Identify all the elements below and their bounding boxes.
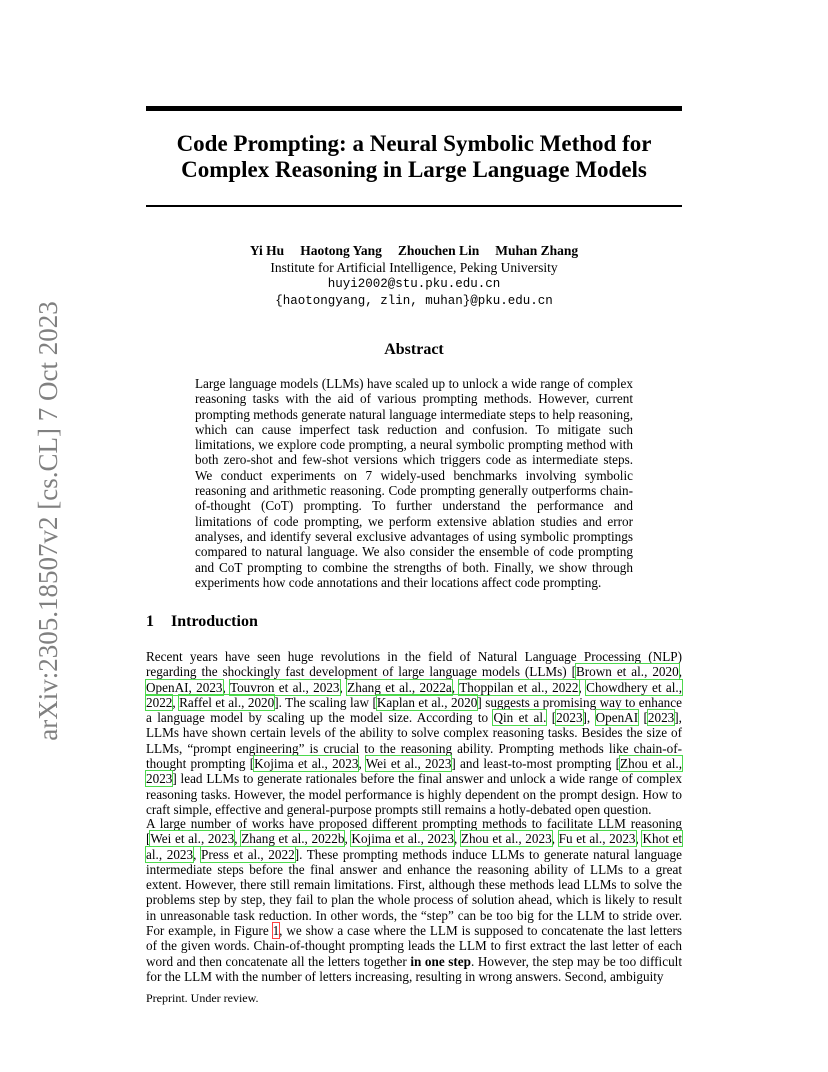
title-line-1: Code Prompting: a Neural Symbolic Method for [176, 131, 652, 156]
title-top-rule [146, 106, 682, 111]
citation-link[interactable]: Kojima et al., 2023 [351, 831, 454, 847]
title-line-2: Complex Reasoning in Large Language Models [181, 157, 647, 182]
email-group: {haotongyang, zlin, muhan}@pku.edu.cn [275, 294, 553, 308]
arxiv-identifier-stamp: arXiv:2305.18507v2 [cs.CL] 7 Oct 2023 [33, 301, 63, 741]
figure-reference-link[interactable]: 1 [272, 923, 280, 939]
paper-title [146, 131, 682, 183]
citation-link[interactable]: OpenAI [595, 710, 639, 726]
citation-link[interactable]: Wei et al., 2023 [150, 831, 235, 847]
citation-link[interactable]: Brown et al., 2020 [575, 664, 679, 680]
citation-link[interactable]: Zhang et al., 2022b [241, 831, 345, 847]
citation-link[interactable]: Qin et al. [493, 710, 547, 726]
citation-link[interactable]: Kaplan et al., 2020 [376, 694, 478, 710]
citation-link[interactable]: Zhang et al., 2022a [347, 679, 452, 695]
citation-link[interactable]: 2023 [647, 710, 675, 726]
author-block [146, 242, 682, 310]
author-name: Yi Hu [249, 243, 285, 258]
title-bottom-rule [146, 205, 682, 207]
affiliation: Institute for Artificial Intelligence, Peking University [270, 260, 558, 275]
citation-link[interactable]: Zhou et al., 2023 [460, 831, 552, 847]
author-name: Haotong Yang [300, 243, 382, 258]
email-primary: huyi2002@stu.pku.edu.cn [327, 277, 501, 291]
abstract-text: Large language models (LLMs) have scaled up to unlock a wide range of complex reasoning tasks with the aid of various prompting methods. However, current prompting methods generate natural language intermediate steps to help reasoning, which can cause imperfect task reduction and confusion. To mitigate such limitations, we explore code prompting, a neural symbolic prompting method with both zero-shot and few-shot versions which triggers code as intermediate steps. We conduct experiments on 7 widely-used benchmarks involving symbolic reasoning and arithmetic reasoning. Code prompting generally outperforms chain-of-thought (CoT) prompting. To further understand the performance and limitations of code prompting, we perform extensive ablation studies and error analyses, and identify several exclusive advantages of using symbolic promptings compared to natural language. We also consider the ensemble of code prompting and CoT prompting to combine the strengths of both. Finally, we show through experiments how code annotations and their locations affect code prompting. [195, 376, 633, 590]
citation-link[interactable]: Wei et al., 2023 [365, 756, 452, 772]
author-name: Zhouchen Lin [397, 243, 480, 258]
citation-link[interactable]: OpenAI, 2023 [146, 679, 223, 695]
citation-link[interactable]: Raffel et al., 2020 [179, 694, 275, 710]
citation-link[interactable]: Touvron et al., 2023 [229, 679, 340, 695]
emphasis-text: in one step [410, 953, 471, 969]
author-names [146, 242, 682, 259]
preprint-footnote: Preprint. Under review. [146, 991, 259, 1005]
section-heading-introduction [146, 613, 258, 631]
citation-link[interactable]: Fu et al., 2023 [558, 831, 636, 847]
section-number: 1 [146, 613, 154, 630]
citation-link[interactable]: Thoppilan et al., 2022 [459, 679, 579, 695]
author-name: Muhan Zhang [495, 243, 579, 258]
intro-paragraph-2: A large number of works have proposed different prompting methods to facilitate LLM reasoning [Wei et al., 2023, Zhang et al., 2022b, Kojima et al., 2023, Zhou et al., 2023, Fu et al., 2023, Khot et al., 2023, Press et al., 2022]. These prompting methods induce LLMs to generate natural language intermediate steps before the final answer and enhance the reasoning ability of LLMs to a great extent. However, there still remain limitations. First, although these methods lead LLMs to solve the problems step by step, they fail to plan the whole process of solution ahead, which is likely to result in unreasonable task reduction. In other words, the “step” can be too big for the LLM to stride over. For example, in Figure 1, we show a case where the LLM is supposed to concatenate the last letters of the given words. Chain-of-thought prompting leads the LLM to first extract the last letter of each word and then concatenate all the letters together in one step. However, the step may be too difficult for the LLM with the number of letters increasing, resulting in wrong answers. Second, ambiguity [146, 816, 683, 984]
section-title: Introduction [171, 613, 258, 630]
citation-link[interactable]: 2023 [556, 710, 583, 726]
citation-link[interactable]: Press et al., 2022 [201, 846, 295, 862]
citation-link[interactable]: Chowdhery et al., 2022 [146, 679, 683, 710]
intro-paragraph-1: Recent years have seen huge revolutions in the field of Natural Language Processing (NLP) regarding the shockingly fast development of large language models (LLMs) [Brown et al., 2020, OpenAI, 2023, Touvron et al., 2023, Zhang et al., 2022a, Thoppilan et al., 2022, Chowdhery et al., 2022, Raffel et al., 2020]. The scaling law [Kaplan et al., 2020] suggests a promising way to enhance a language model by scaling up the model size. According to Qin et al. [2023], OpenAI [2023], LLMs have shown certain levels of the ability to solve complex reasoning tasks. Besides the size of LLMs, “prompt engineering” is crucial to the reasoning ability. Prompting methods like chain-of-thought prompting [Kojima et al., 2023, Wei et al., 2023] and least-to-most prompting [Zhou et al., 2023] lead LLMs to generate rationales before the final answer and unlock a wide range of complex reasoning tasks. However, the model performance is highly dependent on the prompt design. How to craft simple, effective and general-purpose prompts still remains a hotly-debated open question. [146, 649, 683, 817]
citation-link[interactable]: Zhou et al., 2023 [146, 756, 683, 787]
abstract-heading: Abstract [384, 341, 444, 358]
citation-link[interactable]: Kojima et al., 2023 [254, 756, 359, 772]
citation-link[interactable]: Khot et al., 2023 [146, 831, 683, 862]
